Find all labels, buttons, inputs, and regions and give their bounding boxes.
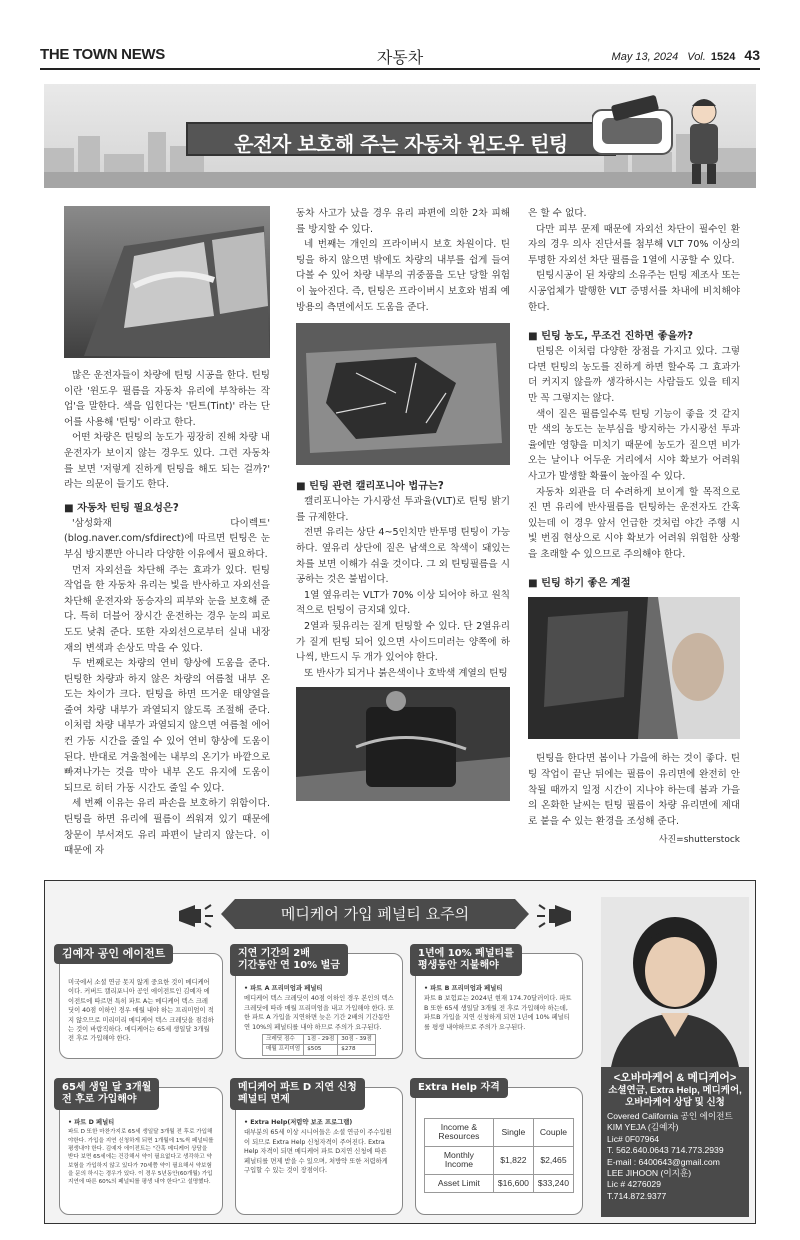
megaphone-icon [535, 901, 575, 931]
col1-paragraph: 어떤 차량은 틴팅의 농도가 굉장히 진해 차량 내 운전자가 보이지 않는 경우도 있다. 그런 자동차를 보면 '저렇게 진하게 틴팅을 해도 되는 걸까?' 라는 의문이 들기도 한다. [64, 432, 270, 491]
page-header [40, 44, 760, 70]
article-banner [44, 84, 756, 188]
agent2-phone: T.714.872.9377 [607, 1190, 667, 1201]
part-a-title: 지연 기간의 2배 기간동안 연 10% 벌금 [230, 944, 348, 976]
col2-paragraph: 또 반사가 되거나 붉은색이나 호박색 계열의 틴팅 [304, 667, 508, 679]
page-number: 43 [744, 47, 760, 63]
agent-email: E-mail : 6400643@gmail.com [607, 1156, 720, 1167]
col2-paragraph: 캘리포니아는 가시광선 투과율(VLT)로 틴팅 밝기를 규제한다. [296, 496, 510, 523]
extra-help-title: 메디케어 파트 D 지연 신청 페널티 면제 [230, 1078, 365, 1110]
agent-card [601, 897, 749, 1219]
col1-paragraph: 먼저 자외선을 차단해 주는 효과가 있다. 틴팅 작업을 한 자동차 유리는 빛을 반사하고 자외선을 차단해 운전자와 동승자의 피부와 눈을 보호해 준다. 특히 더블어 장시간 운전하는 경우 눈의 피로도도 낮춰 준다. 또한 자외선으로부터 실내 내장재의 변색과 손상도 막을 수 있다. [64, 564, 270, 654]
agent-intro-body: 미국에서 소셜 연금 못지 않게 중요한 것이 메디케어이다. 커버드 캘리포니아 공인 에이전트인 김예자 에이전트에 따르면 특히 파트 A는 메디케어 텍스 크레딧이 40점 이하인 경우 매월 내야 하는 프리미엄이 적지 않으므로 미리미리 메디케어 텍스 크레딧을 점검하는 것이 바람직하다. 메디케어는 65세 생일달 3개월 전 후로 가입해야 한다. [68, 979, 214, 1043]
article-title: 운전자 보호해 주는 자동차 윈도우 틴팅 [234, 132, 568, 156]
col3-paragraph: 틴팅은 이처럼 다양한 장점을 가지고 있다. 그렇다면 틴팅의 농도를 진하게 하면 할수록 그 효과가 더 커지지 않을까 생각하시는 사람들도 있을 테지만 꼭 그렇지는 않다. [528, 346, 740, 404]
agent-services: 소셜연금, Extra Help, 메디케어, 오바마케어 상담 및 신청 [608, 1085, 742, 1108]
publication-name: THE TOWN NEWS [40, 46, 165, 63]
eligibility-table: Income & Resources Single Couple Monthly Income $1,822 $2,465 Asset Limit $16,600 $33,240 [424, 1118, 574, 1193]
part-d-title: 65세 생일 달 3개월 전 후로 가입해야 [54, 1078, 159, 1110]
agent-intro-title: 김예자 공인 에이전트 [54, 944, 173, 964]
megaphone-icon [175, 901, 215, 931]
agent-name: KIM YEJA (김예자) [607, 1122, 679, 1133]
article-column-3 [528, 206, 740, 849]
part-a-body: 메디케어 텍스 크레딧이 40점 이하인 경우 본인의 텍스 크레딧에 따라 매월 프리미엄을 내고 가입해야 한다. 또한 파트 A 가입을 지연하면 늦은 기간 2배의 기간동안 연 10%의 페널티를 내야 하므로 주의가 요구된다. [244, 995, 394, 1031]
col2-paragraph: 2열과 뒷유리는 짙게 틴팅할 수 있다. 단 2열유리가 짙게 틴팅 되어 있으면 사이드미러는 양쪽에 하나씩, 반드시 두 개가 있어야 한다. [296, 620, 510, 664]
subheading: ■ 자동차 틴팅 필요성은? [64, 502, 179, 514]
part-d-box [59, 1082, 223, 1215]
photo-credit: 사진=shutterstock [658, 835, 740, 846]
col2-paragraph: 전면 유리는 상단 4~5인치만 반투명 틴팅이 가능하다. 옆유리 상단에 짙은 남색으로 착색이 돼있는 차를 보면 이해가 쉬울 것이다. 그 외 틴팅필름을 시공하는 것은 불법이다. [296, 527, 510, 586]
vol-label: Vol. [687, 51, 706, 63]
broken-window-photo [296, 323, 510, 465]
col1-paragraph: 세 번째 이유는 유리 파손을 보호하기 위함이다. 틴팅을 하면 유리에 필름이 씌워져 있기 때문에 창문이 부서져도 유리 파편이 날리지 않는다. 이 때문에 자 [64, 798, 270, 857]
eligibility-title: Extra Help 자격 [410, 1078, 508, 1098]
issue-date: May 13, 2024 [611, 51, 679, 63]
window-tinting-work-photo [528, 597, 740, 739]
banner-title-box [186, 122, 616, 156]
col3-paragraph: 틴팅을 한다면 봄이나 가을에 하는 것이 좋다. 틴팅 작업이 끝난 뒤에는 필름이 유리면에 완전히 안착될 때까지 일정 시간이 지나야 하는데 봄과 가을의 온화한 날씨는 틴팅 필름이 차량 유리면에 제대로 붙을 수 있는 환경을 조성해 준다. [528, 753, 740, 827]
subheading: ■ 틴팅 농도, 무조건 진하면 좋을까? [528, 331, 694, 343]
part-b-subtitle: • 파트 B 프리미엄과 페널티 [424, 985, 503, 992]
col1-paragraph: 많은 운전자들이 차량에 틴팅 시공을 한다. 틴팅이란 '윈도우 필름을 자동차 유리에 부착하는 작업'을 말한다. 색을 입힌다는 '틴트(Tint)' 라는 단어를 사용해 '틴팅' 이라고 한다. [64, 370, 270, 428]
agent-contact-info [601, 1067, 749, 1217]
agent-intro-box [59, 947, 223, 1059]
col2-paragraph: 네 번째는 개인의 프라이버시 보호 차원이다. 틴팅을 하지 않으면 밖에도 차량의 내부를 쉽게 들여다볼 수 있어 차량 내부의 귀중품을 도난 당할 위험이 높아진다. 즉, 틴팅은 프라이버시 보호와 범죄 예방용의 측면에서도 도움을 준다. [296, 239, 510, 313]
agent-license-line: Covered California 공인 에이전트 [607, 1111, 733, 1121]
extra-help-body: 대부분의 65세 이상 시니어들은 소셜 연금이 주수입원이 되므로 Extra Help 신청자격이 주어진다. Extra Help 자격이 되면 메디케어 파트 D지연 신청에 따른 페널티를 면제 받을 수 있으며, 처방약 또한 저렴하게 구입할 수 있는 것이 장점이다. [244, 1129, 392, 1175]
col3-paragraph: 다만 피부 문제 때문에 자외선 차단이 필수인 환자의 경우 의사 진단서를 첨부해 VLT 70% 이상의 투명한 자외선 차단 필름을 1열에 시공할 수 있다. [528, 223, 740, 266]
agent2-license-number: Lic # 4276029 [607, 1179, 661, 1190]
vol-number: 1524 [710, 51, 736, 63]
agent2-name: LEE JIHOON (이지훈) [607, 1168, 692, 1179]
part-d-subtitle: • 파트 D 페널티 [68, 1119, 115, 1126]
part-b-body: 파트 B 보험료는 2024년 현재 174.70달러이다. 파트 B 또한 65세 생일달 3개월 전 후로 가입해야 하는데, 파트B 가입을 지연 신청하게 되면 1년에 10% 페널티를 평생 내야하므로 주의가 요구된다. [424, 995, 572, 1031]
col1-paragraph: 두 번째로는 차량의 연비 향상에 도움을 준다. 틴팅한 차량과 하지 않은 차량의 여름철 내부 온도는 차이가 크다. 틴팅을 하면 뜨거운 태양열을 줄여 차량 내부가 과열되지 않도록 조절해 준다. 이처럼 차량 내부가 과열되지 않으면 여름철 에어컨 가동 시간을 줄일 수 있어 연비 향상에 도움이 된다. 반대로 겨울철에는 내부의 온기가 바깥으로 빠져나가는 것을 막아 내부 온도 유지에 도움이 되므로 히터 가동 시간도 줄일 수 있다. [64, 658, 270, 794]
extra-help-subtitle: • Extra Help(저렴약 보조 프로그램) [244, 1119, 353, 1126]
tint-film-installer-photo [296, 687, 510, 801]
agent-headline: <오바마케어 & 메디케어> [613, 1072, 737, 1084]
extra-help-box [235, 1082, 403, 1215]
agent-portrait-photo [601, 897, 749, 1067]
part-a-subtitle: • 파트 A 프리미엄과 페널티 [244, 985, 323, 992]
tinting-worker-illustration [592, 90, 742, 184]
part-a-box [235, 948, 403, 1059]
extra-help-eligibility-box [415, 1082, 583, 1215]
col3-paragraph: 색이 짙은 필름일수록 틴팅 기능이 좋을 것 같지만 색의 농도는 눈부심을 방지하는 가시광선 투과율에만 영향을 미치기 때문에 농도가 짙으면 비가 오는 날이나 어두운 거리에서 시야 확보가 어려워 사고가 발생할 확률이 높아질 수 있다. [528, 408, 740, 482]
agent-phone: T. 562.640.0643 714.773.2939 [607, 1145, 724, 1156]
car-reflection-photo [64, 206, 270, 358]
col3-paragraph: 틴팅시공이 된 차량의 소유주는 틴팅 제조사 또는 시공업체가 발행한 VLT 증명서를 차내에 비치해야 한다. [528, 270, 740, 313]
subheading: ■ 틴팅 관련 캘리포니아 법규는? [296, 481, 444, 493]
part-d-body: 파트 D 또한 마찬가지로 65세 생일달 3개월 전 후로 가입해야한다. 가입을 지연 신청하게 되면 1개월에 1%씩 페널티를 평생내야 한다. 김예자 에이전트는 "간혹 메디케어 상담을 받다 보면 65세에는 건강해서 약이 필요없다고 생각하고 약보험을 가입하지 않고 있다가 70세쯤 약이 필요해서 약보험을 문의 하시는 경우가 있다. 이 경우 5년동안(60개월) 가입지연에 따른 60%의 페널티를 평생 내야 한다"고 설명했다. [68, 1129, 214, 1186]
section-title: 자동차 [376, 48, 424, 67]
medicare-advertisement [44, 880, 756, 1224]
col2-paragraph: 1열 옆유리는 VLT가 70% 이상 되어야 하고 원칙적으로 틴팅이 금지돼 있다. [296, 589, 510, 617]
col3-paragraph: 자동차 외관을 더 수려하게 보이게 할 목적으로 진 면 유리에 반사필름을 틴팅하는 운전자도 간혹 있는데 이 경우 앞서 언급한 것처럼 야간 주행 시 빛 번짐 현상으로 시야 확보가 어려워 위험한 상황을 초래할 수 있으므로 주의해야 한다. [528, 486, 740, 560]
agent-license-number: Lic# 0F07964 [607, 1133, 660, 1144]
part-b-box [415, 948, 583, 1059]
article-column-1 [64, 206, 270, 859]
ad-ribbon-title: 메디케어 가입 페널티 요주의 [235, 899, 515, 929]
part-a-premium-table: 크레딧 점수 1점 - 29점 30점 - 39점 매월 프리미엄 $505 $278 [262, 1034, 376, 1056]
article-column-2 [296, 206, 510, 801]
part-b-title: 1년에 10% 페널티를 평생동안 지불해야 [410, 944, 522, 976]
subheading: ■ 틴팅 하기 좋은 계절 [528, 578, 631, 590]
issue-meta [612, 47, 760, 63]
col1-paragraph: '삼성화재 다이렉트' (blog.naver.com/sfdirect)에 따르면 틴팅은 눈부심 방지뿐만 아니라 다양한 이유에서 필요하다. [64, 517, 270, 560]
col2-paragraph: 동차 사고가 났을 경우 유리 파편에 의한 2차 피해를 방지할 수 있다. [296, 208, 510, 235]
col3-paragraph: 은 할 수 없다. [528, 208, 587, 219]
